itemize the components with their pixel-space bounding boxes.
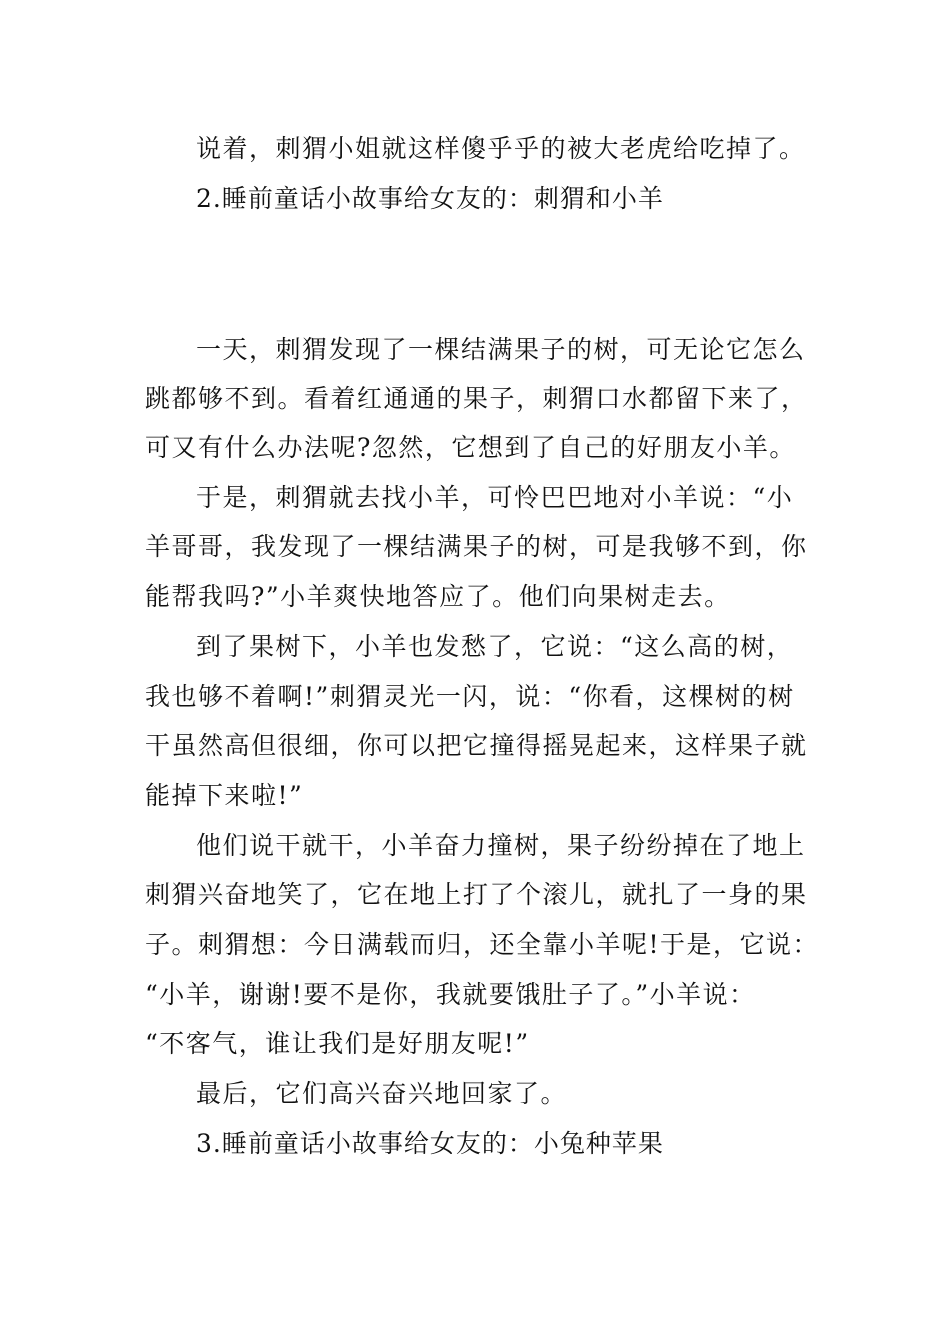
paragraph-line: 我也够不着啊!”刺猬灵光一闪，说：“你看，这棵树的树: [145, 682, 795, 711]
paragraph-line: 说着，刺猬小姐就这样傻乎乎的被大老虎给吃掉了。: [196, 134, 806, 163]
paragraph-line: 跳都够不到。看着红通通的果子，刺猬口水都留下来了，: [145, 384, 808, 413]
section-heading: 2.睡前童话小故事给女友的：刺猬和小羊: [196, 184, 664, 213]
paragraph-line: 刺猬兴奋地笑了，它在地上打了个滚儿，就扎了一身的果: [145, 880, 808, 909]
paragraph-line: 最后，它们高兴奋兴地回家了。: [196, 1079, 568, 1108]
paragraph-line: 他们说干就干，小羊奋力撞树，果子纷纷掉在了地上: [196, 831, 806, 860]
paragraph-line: 干虽然高但很细，你可以把它撞得摇晃起来，这样果子就: [145, 731, 808, 760]
paragraph-line: 子。刺猬想：今日满载而归，还全靠小羊呢!于是，它说：: [145, 930, 820, 959]
paragraph-line: 能掉下来啦!”: [145, 781, 304, 810]
paragraph-line: “不客气，谁让我们是好朋友呢!”: [145, 1029, 530, 1058]
paragraph-line: 能帮我吗?”小羊爽快地答应了。他们向果树走去。: [145, 582, 731, 611]
paragraph-line: 一天，刺猬发现了一棵结满果子的树，可无论它怎么: [196, 335, 806, 364]
paragraph-line: “小羊，谢谢!要不是你，我就要饿肚子了。”小羊说：: [145, 980, 756, 1009]
paragraph-line: 于是，刺猬就去找小羊，可怜巴巴地对小羊说：“小: [196, 483, 794, 512]
section-heading: 3.睡前童话小故事给女友的：小兔种苹果: [196, 1129, 664, 1158]
paragraph-line: 到了果树下，小羊也发愁了，它说：“这么高的树，: [196, 632, 794, 661]
paragraph-line: 可又有什么办法呢?忽然，它想到了自己的好朋友小羊。: [145, 433, 796, 462]
paragraph-line: 羊哥哥，我发现了一棵结满果子的树，可是我够不到，你: [145, 532, 808, 561]
